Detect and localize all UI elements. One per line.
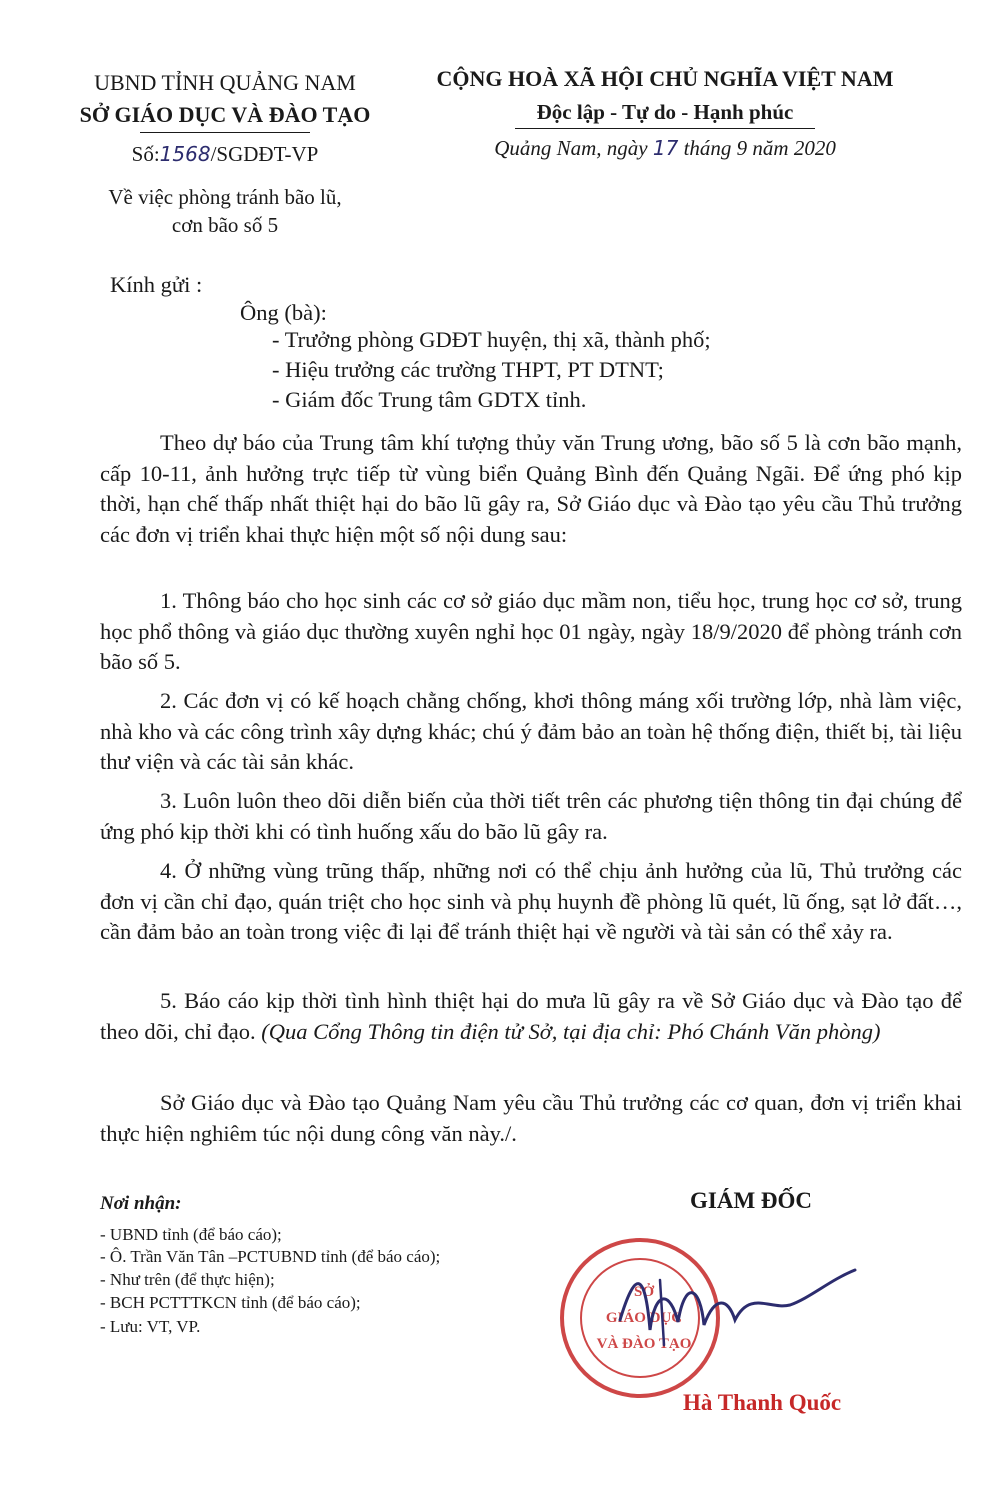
addressee-label: Kính gửi :	[110, 272, 203, 297]
signer-name: Hà Thanh Quốc	[683, 1390, 842, 1415]
recipient-item: - BCH PCTTTKCN tỉnh (để báo cáo);	[100, 1293, 361, 1312]
item-2: 2. Các đơn vị có kế hoạch chằng chống, khơi thông máng xối trường lớp, nhà làm việc, nhà kho và các công trình xây dựng khác; chú ý đảm bảo an toàn hệ thống điện, thiết bị, tài liệu thư viện và các tài sản khác.	[100, 688, 962, 774]
item-4: 4. Ở những vùng trũng thấp, những nơi có thể chịu ảnh hưởng của lũ, Thủ trưởng các đơn vị cần chỉ đạo, quán triệt cho học sinh và phụ huynh đề phòng lũ quét, lũ ống, sạt lở đất…, cần đảm bảo an toàn trong việc đi lại để tránh thiệt hại về người và tài sản có thể xảy ra.	[100, 858, 962, 944]
item-5	[100, 986, 962, 1047]
number-value: 1568	[159, 142, 211, 166]
department-underline	[140, 132, 310, 133]
number-prefix: Số:	[131, 142, 160, 166]
issue-date	[400, 136, 930, 161]
recipient-item: - Lưu: VT, VP.	[100, 1317, 201, 1336]
number-suffix: /SGDĐT-VP	[210, 142, 319, 166]
addressee-line: - Trưởng phòng GDĐT huyện, thị xã, thành phố;	[272, 327, 711, 352]
department-name: SỞ GIÁO DỤC VÀ ĐÀO TẠO	[79, 102, 371, 127]
seal-text: GIÁO DỤC	[605, 1310, 683, 1326]
addressee-line: - Giám đốc Trung tâm GDTX tỉnh.	[272, 387, 587, 412]
recipient-item: - Như trên (để thực hiện);	[100, 1270, 275, 1289]
subject-line-1: Về việc phòng tránh bão lũ,	[108, 185, 342, 209]
addressee-line: - Hiệu trưởng các trường THPT, PT DTNT;	[272, 357, 664, 382]
recipient-item: - UBND tỉnh (để báo cáo);	[100, 1225, 282, 1244]
addressee-salutation: Ông (bà):	[240, 300, 327, 325]
item-5-text: 5. Báo cáo kịp thời tình hình thiệt hại do mưa lũ gây ra về Sở Giáo dục và Đào tạo để theo dõi, chỉ đạo.	[100, 988, 962, 1044]
intro-paragraph: Theo dự báo của Trung tâm khí tượng thủy văn Trung ương, bão số 5 là cơn bão mạnh, cấp 10-11, ảnh hưởng trực tiếp từ vùng biển Quảng Bình đến Quảng Ngãi. Để ứng phó kịp thời, hạn chế thấp nhất thiệt hại do bão lũ gây ra, Sở Giáo dục và Đào tạo yêu cầu Thủ trưởng các đơn vị triển khai thực hiện một số nội dung sau:	[100, 430, 962, 547]
signer-title: GIÁM ĐỐC	[690, 1188, 813, 1213]
motto-underline	[515, 128, 815, 129]
subject-line-2: cơn bão số 5	[171, 213, 279, 237]
recipient-item: - Ô. Trần Văn Tân –PCTUBND tỉnh (để báo cáo);	[100, 1247, 441, 1266]
item-3: 3. Luôn luôn theo dõi diễn biến của thời tiết trên các phương tiện thông tin đại chúng để ứng phó kịp thời khi có tình huống xấu do bão lũ gây ra.	[100, 788, 962, 844]
nation-title: CỘNG HOÀ XÃ HỘI CHỦ NGHĨA VIỆT NAM	[436, 66, 894, 91]
handwritten-signature	[600, 1250, 880, 1370]
date-prefix: Quảng Nam, ngày	[494, 136, 648, 160]
item-1: 1. Thông báo cho học sinh các cơ sở giáo dục mầm non, tiểu học, trung học cơ sở, trung học phổ thông và giáo dục thường xuyên nghỉ học 01 ngày, ngày 18/9/2020 để phòng tránh cơn bão số 5.	[100, 588, 962, 674]
seal-text: VÀ ĐÀO TẠO	[596, 1336, 692, 1352]
date-suffix: tháng 9 năm 2020	[683, 136, 836, 160]
recipients-title: Nơi nhận:	[100, 1193, 182, 1214]
seal-text: SỞ	[633, 1284, 654, 1300]
date-day: 17	[652, 136, 679, 160]
closing-paragraph: Sở Giáo dục và Đào tạo Quảng Nam yêu cầu Thủ trưởng các cơ quan, đơn vị triển khai thực hiện nghiêm túc nội dung công văn này./.	[100, 1090, 962, 1146]
document-number	[40, 142, 410, 167]
item-5-note: (Qua Cổng Thông tin điện tử Sở, tại địa chỉ: Phó Chánh Văn phòng)	[261, 1018, 881, 1044]
issuing-authority: UBND TỈNH QUẢNG NAM	[94, 70, 356, 95]
motto: Độc lập - Tự do - Hạnh phúc	[536, 100, 794, 124]
